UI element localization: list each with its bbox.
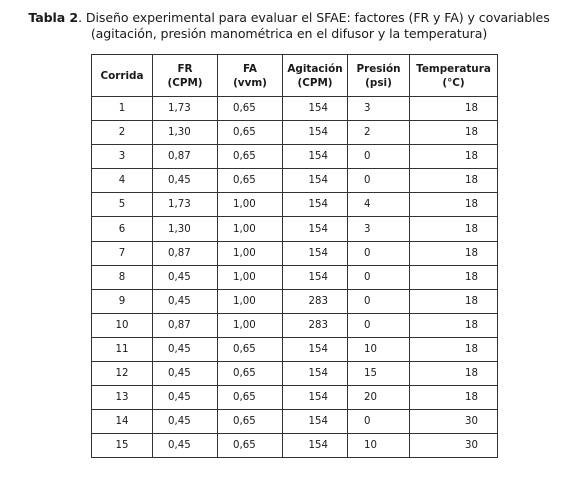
cell-fr: 0,45 bbox=[153, 169, 218, 193]
cell-temperatura: 18 bbox=[410, 265, 498, 289]
header-line2: (psi) bbox=[365, 76, 392, 89]
header-fa bbox=[218, 55, 283, 97]
cell-agitacion: 154 bbox=[283, 337, 348, 361]
cell-fr: 0,87 bbox=[153, 313, 218, 337]
cell-fa: 1,00 bbox=[218, 193, 283, 217]
cell-fr: 1,30 bbox=[153, 217, 218, 241]
table-row bbox=[92, 169, 498, 193]
cell-temperatura: 18 bbox=[410, 121, 498, 145]
cell-corrida: 15 bbox=[92, 434, 153, 458]
cell-temperatura: 18 bbox=[410, 145, 498, 169]
cell-presion: 0 bbox=[348, 145, 410, 169]
cell-corrida: 11 bbox=[92, 337, 153, 361]
cell-fr: 1,73 bbox=[153, 97, 218, 121]
table-row bbox=[92, 121, 498, 145]
cell-agitacion: 283 bbox=[283, 313, 348, 337]
cell-fa: 0,65 bbox=[218, 410, 283, 434]
header-line2: (°C) bbox=[442, 76, 465, 89]
cell-presion: 4 bbox=[348, 193, 410, 217]
cell-corrida: 9 bbox=[92, 289, 153, 313]
cell-presion: 10 bbox=[348, 434, 410, 458]
table-row bbox=[92, 289, 498, 313]
header-line1: FR bbox=[177, 62, 193, 75]
table-row bbox=[92, 313, 498, 337]
cell-fa: 0,65 bbox=[218, 169, 283, 193]
cell-corrida: 5 bbox=[92, 193, 153, 217]
cell-corrida: 2 bbox=[92, 121, 153, 145]
cell-corrida: 7 bbox=[92, 241, 153, 265]
header-temperatura bbox=[410, 55, 498, 97]
cell-corrida: 10 bbox=[92, 313, 153, 337]
cell-presion: 20 bbox=[348, 386, 410, 410]
cell-fr: 0,45 bbox=[153, 337, 218, 361]
cell-fa: 0,65 bbox=[218, 434, 283, 458]
cell-presion: 3 bbox=[348, 97, 410, 121]
header-line1: Agitación bbox=[287, 62, 343, 75]
cell-fa: 1,00 bbox=[218, 241, 283, 265]
table-body bbox=[92, 97, 498, 458]
cell-fa: 0,65 bbox=[218, 386, 283, 410]
cell-fr: 0,45 bbox=[153, 434, 218, 458]
cell-corrida: 1 bbox=[92, 97, 153, 121]
table-row bbox=[92, 241, 498, 265]
cell-fa: 1,00 bbox=[218, 217, 283, 241]
header-presion bbox=[348, 55, 410, 97]
cell-temperatura: 18 bbox=[410, 241, 498, 265]
cell-presion: 15 bbox=[348, 362, 410, 386]
cell-fa: 1,00 bbox=[218, 289, 283, 313]
cell-temperatura: 18 bbox=[410, 217, 498, 241]
cell-corrida: 13 bbox=[92, 386, 153, 410]
table-caption bbox=[6, 10, 572, 42]
cell-agitacion: 154 bbox=[283, 410, 348, 434]
cell-temperatura: 18 bbox=[410, 362, 498, 386]
cell-temperatura: 18 bbox=[410, 386, 498, 410]
cell-presion: 2 bbox=[348, 121, 410, 145]
cell-temperatura: 18 bbox=[410, 289, 498, 313]
cell-agitacion: 154 bbox=[283, 241, 348, 265]
cell-presion: 10 bbox=[348, 337, 410, 361]
header-line2: (CPM) bbox=[167, 76, 203, 89]
table-row bbox=[92, 217, 498, 241]
table-row bbox=[92, 193, 498, 217]
cell-presion: 0 bbox=[348, 169, 410, 193]
cell-agitacion: 154 bbox=[283, 386, 348, 410]
cell-temperatura: 18 bbox=[410, 169, 498, 193]
cell-corrida: 6 bbox=[92, 217, 153, 241]
cell-fa: 0,65 bbox=[218, 337, 283, 361]
cell-temperatura: 18 bbox=[410, 313, 498, 337]
caption-text: . Diseño experimental para evaluar el SFAE: factores (FR y FA) y covariables (agitación, presión manométrica en el difusor y la temperatura) bbox=[78, 10, 550, 41]
cell-presion: 0 bbox=[348, 313, 410, 337]
cell-agitacion: 154 bbox=[283, 169, 348, 193]
cell-corrida: 8 bbox=[92, 265, 153, 289]
cell-agitacion: 154 bbox=[283, 145, 348, 169]
cell-temperatura: 18 bbox=[410, 337, 498, 361]
cell-presion: 0 bbox=[348, 241, 410, 265]
cell-presion: 0 bbox=[348, 410, 410, 434]
cell-presion: 0 bbox=[348, 289, 410, 313]
cell-fr: 0,45 bbox=[153, 410, 218, 434]
cell-fr: 1,30 bbox=[153, 121, 218, 145]
cell-fa: 1,00 bbox=[218, 313, 283, 337]
cell-fr: 0,45 bbox=[153, 362, 218, 386]
table-row bbox=[92, 337, 498, 361]
cell-agitacion: 283 bbox=[283, 289, 348, 313]
cell-fa: 0,65 bbox=[218, 121, 283, 145]
header-line1: Presión bbox=[356, 62, 401, 75]
cell-agitacion: 154 bbox=[283, 265, 348, 289]
header-line1: Temperatura bbox=[416, 62, 491, 75]
cell-presion: 3 bbox=[348, 217, 410, 241]
header-corrida bbox=[92, 55, 153, 97]
cell-fr: 0,87 bbox=[153, 145, 218, 169]
cell-temperatura: 18 bbox=[410, 97, 498, 121]
header-agitacion bbox=[283, 55, 348, 97]
cell-fr: 0,45 bbox=[153, 289, 218, 313]
cell-corrida: 4 bbox=[92, 169, 153, 193]
table-row bbox=[92, 410, 498, 434]
table-row bbox=[92, 362, 498, 386]
cell-fr: 0,87 bbox=[153, 241, 218, 265]
cell-fr: 0,45 bbox=[153, 265, 218, 289]
header-fr bbox=[153, 55, 218, 97]
cell-agitacion: 154 bbox=[283, 362, 348, 386]
cell-agitacion: 154 bbox=[283, 97, 348, 121]
table-row bbox=[92, 434, 498, 458]
cell-fa: 0,65 bbox=[218, 362, 283, 386]
table-row bbox=[92, 145, 498, 169]
cell-agitacion: 154 bbox=[283, 434, 348, 458]
header-row bbox=[92, 55, 498, 97]
header-line1: FA bbox=[243, 62, 257, 75]
cell-agitacion: 154 bbox=[283, 193, 348, 217]
cell-fa: 0,65 bbox=[218, 97, 283, 121]
header-line2: (vvm) bbox=[233, 76, 267, 89]
cell-agitacion: 154 bbox=[283, 121, 348, 145]
experimental-design-table bbox=[91, 54, 498, 458]
cell-temperatura: 18 bbox=[410, 193, 498, 217]
header-line1: Corrida bbox=[100, 69, 144, 82]
cell-corrida: 14 bbox=[92, 410, 153, 434]
table-row bbox=[92, 386, 498, 410]
cell-fr: 0,45 bbox=[153, 386, 218, 410]
cell-corrida: 3 bbox=[92, 145, 153, 169]
cell-fa: 1,00 bbox=[218, 265, 283, 289]
cell-temperatura: 30 bbox=[410, 410, 498, 434]
caption-label: Tabla 2 bbox=[28, 10, 79, 25]
table-row bbox=[92, 265, 498, 289]
table-row bbox=[92, 97, 498, 121]
cell-temperatura: 30 bbox=[410, 434, 498, 458]
cell-agitacion: 154 bbox=[283, 217, 348, 241]
cell-fa: 0,65 bbox=[218, 145, 283, 169]
cell-presion: 0 bbox=[348, 265, 410, 289]
header-line2: (CPM) bbox=[297, 76, 333, 89]
cell-fr: 1,73 bbox=[153, 193, 218, 217]
cell-corrida: 12 bbox=[92, 362, 153, 386]
